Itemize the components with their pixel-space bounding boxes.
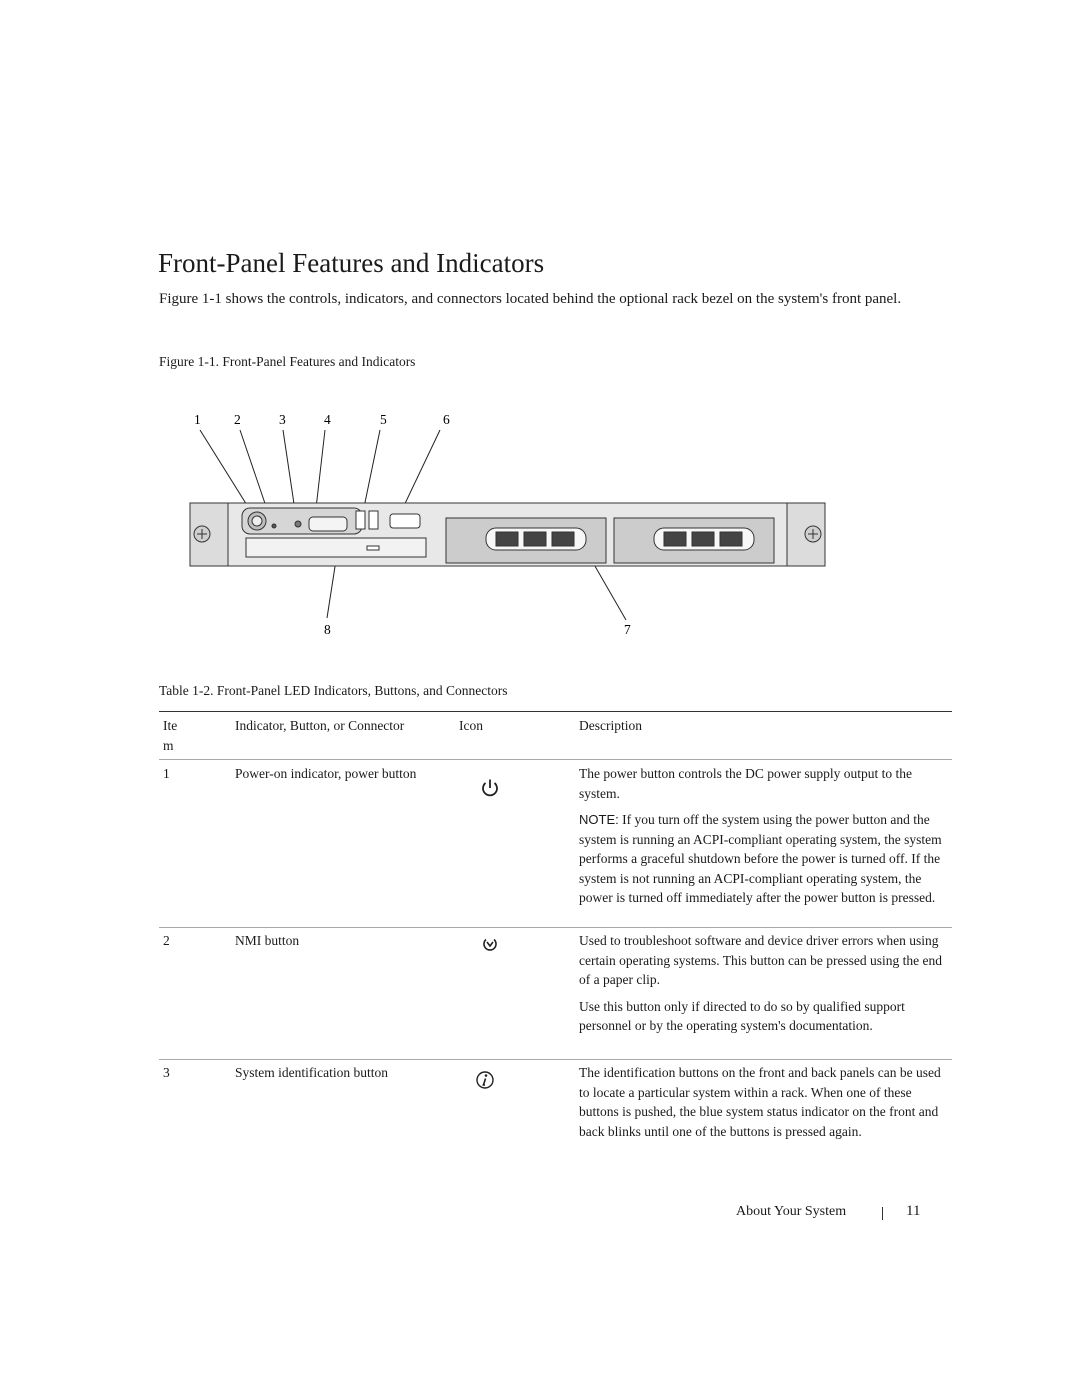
header-item: Ite m <box>163 718 178 753</box>
row-2-description: Used to troubleshoot software and device driver errors when using certain operating systems. This button can be pressed using the end of a paper clip. Use this button only if directed to do so by qualified support personnel or by the operating system's documentation. <box>579 933 943 1033</box>
system-identification-icon <box>475 1070 495 1090</box>
page-number: 11 <box>906 1203 921 1219</box>
intro-paragraph: Figure 1-1 shows the controls, indicators, and connectors located behind the optional rack bezel on the system's front panel. <box>159 291 902 307</box>
footer-separator <box>882 1207 883 1220</box>
row-2-item: 2 <box>163 933 170 948</box>
callout-7: 7 <box>624 622 631 637</box>
power-icon <box>479 777 501 799</box>
footer-section: About Your System <box>736 1204 847 1219</box>
callout-1: 1 <box>194 412 201 427</box>
header-name: Indicator, Button, or Connector <box>235 718 405 733</box>
row-2-name: NMI button <box>235 933 300 948</box>
server-chassis <box>190 503 825 566</box>
row-3-item: 3 <box>163 1065 170 1080</box>
callout-6: 6 <box>443 412 450 427</box>
row-1-description: The power button controls the DC power supply output to the system. NOTE: If you turn off the system using the power button and the system is running an ACPI-compliant operating system, the system performs a graceful shutdown before the power is turned off. If the system is not running an ACPI-compliant operating system, the power is turned off immediately after the power button is pressed. <box>579 766 942 905</box>
row-3-description: The identification buttons on the front and back panels can be used to locate a particular system within a rack. When one of these buttons is pushed, the blue system status indicator on the front and back blinks until one of the buttons is pressed again. <box>579 1065 941 1139</box>
note-label: NOTE: <box>579 812 619 827</box>
row-1-name: Power-on indicator, power button <box>235 766 417 781</box>
page-heading: Front-Panel Features and Indicators <box>158 248 545 278</box>
row-3-name: System identification button <box>235 1065 388 1080</box>
callout-2: 2 <box>234 412 241 427</box>
callout-5: 5 <box>380 412 387 427</box>
callout-3: 3 <box>279 412 286 427</box>
row-1-item: 1 <box>163 766 170 781</box>
front-panel-figure <box>150 400 840 645</box>
header-description: Description <box>579 718 642 733</box>
nmi-icon <box>481 935 499 953</box>
callout-8: 8 <box>324 622 331 637</box>
table-caption: Table 1-2. Front-Panel LED Indicators, Buttons, and Connectors <box>159 683 508 698</box>
callout-4: 4 <box>324 412 331 427</box>
figure-caption: Figure 1-1. Front-Panel Features and Indicators <box>159 354 416 369</box>
header-icon: Icon <box>459 718 483 733</box>
